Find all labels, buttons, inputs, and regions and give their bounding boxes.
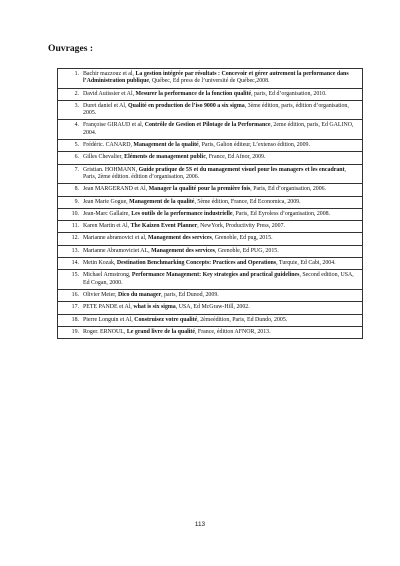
reference-author: Françoise GIRAUD et al, xyxy=(83,122,145,129)
reference-row xyxy=(58,196,363,208)
reference-title: Guide pratique de 5S et du management visuel pour les managers et les encadrant xyxy=(138,166,345,173)
reference-entry xyxy=(68,103,356,118)
reference-title: Destination Benchmarking Concepts: Practices and Operations xyxy=(116,260,277,267)
reference-details: , Paris, Galion éditeur, L’extenso édition, 2009. xyxy=(198,142,310,149)
reference-cell xyxy=(58,88,363,100)
reference-details: , 5ème édition, France, Ed Economica, 2009. xyxy=(194,198,301,205)
reference-title: La gestion intégrée par résultats : Concevoir et gérer autrement la performance dans l’Administration publique xyxy=(83,71,349,85)
reference-cell xyxy=(58,245,363,257)
reference-author: Gilles Chevalier, xyxy=(83,154,125,161)
reference-row xyxy=(58,184,363,196)
reference-text xyxy=(83,272,356,287)
reference-row xyxy=(58,270,363,290)
reference-title: Management des services xyxy=(151,247,215,254)
reference-title: Manager la qualité pour la première fois xyxy=(148,186,251,193)
reference-row xyxy=(58,140,363,152)
reference-cell xyxy=(58,233,363,245)
reference-details: , Second edition, USA, Ed Cogan, 2000. xyxy=(83,272,354,286)
reference-row xyxy=(58,152,363,164)
reference-cell xyxy=(58,270,363,290)
reference-cell xyxy=(58,314,363,326)
reference-cell xyxy=(58,140,363,152)
reference-number: 12. xyxy=(71,235,79,242)
reference-number: 6. xyxy=(74,154,79,161)
reference-number: 16. xyxy=(71,291,79,298)
reference-row xyxy=(58,233,363,245)
reference-number: 9. xyxy=(74,198,79,205)
reference-text xyxy=(83,235,356,242)
reference-author: Roger. ERNOUL, xyxy=(83,328,127,335)
reference-author: Olivier Meier, xyxy=(83,291,118,298)
references-table xyxy=(57,68,363,339)
reference-cell xyxy=(58,100,363,120)
reference-text xyxy=(83,122,356,137)
reference-title: what is six sigma xyxy=(133,304,176,311)
reference-row xyxy=(58,208,363,220)
reference-text xyxy=(83,260,356,267)
reference-number: 15. xyxy=(71,272,79,279)
reference-row xyxy=(58,326,363,338)
reference-title: Management de la qualité xyxy=(133,142,199,149)
reference-cell xyxy=(58,326,363,338)
reference-number: 5. xyxy=(74,142,79,149)
reference-row xyxy=(58,245,363,257)
reference-author: Bachir mazzouz et al, xyxy=(83,71,136,77)
reference-title: Qualité en production de l’iso 9000 a six sigma xyxy=(128,102,245,109)
reference-row xyxy=(58,221,363,233)
reference-row xyxy=(58,289,363,301)
reference-entry xyxy=(68,186,356,193)
reference-number: 1. xyxy=(74,71,79,77)
reference-author: Marianne Abramoviciet AL, xyxy=(83,247,152,254)
reference-author: Marianne abramovici et al, xyxy=(83,235,148,242)
reference-entry xyxy=(68,211,356,218)
reference-author: Duret daniel et Al, xyxy=(83,102,128,109)
reference-number: 18. xyxy=(71,316,79,323)
reference-cell xyxy=(58,184,363,196)
reference-author: Jean MARGERAND et Al, xyxy=(83,186,149,193)
reference-row xyxy=(58,258,363,270)
reference-number: 14. xyxy=(71,260,79,267)
reference-text xyxy=(83,186,356,193)
reference-entry xyxy=(68,71,356,86)
reference-details: , Paris, 2ème édition. édition d’organisation, 2006. xyxy=(83,166,347,180)
reference-text xyxy=(83,211,356,218)
reference-details: , NewYork, Productivity Press, 2007. xyxy=(197,223,285,230)
reference-author: Jean Marie Gogue, xyxy=(83,198,130,205)
reference-author: Michael Armstrong, xyxy=(83,272,132,279)
reference-details: , Québec, Ed press de l’université de Québec,2008. xyxy=(148,78,270,85)
reference-entry xyxy=(68,329,356,336)
reference-title: Les outils de la performance industrielle xyxy=(131,210,233,217)
reference-entry xyxy=(68,260,356,267)
reference-title: Management des services xyxy=(147,235,212,242)
reference-entry xyxy=(68,272,356,287)
reference-row xyxy=(58,120,363,140)
reference-cell xyxy=(58,152,363,164)
reference-row xyxy=(58,100,363,120)
reference-details: , France, édition AFNOR, 2013. xyxy=(194,328,271,335)
reference-title: Dico du manager xyxy=(117,291,162,298)
reference-entry xyxy=(68,248,356,255)
reference-title: The Kaizen Event Planner xyxy=(130,223,198,230)
reference-text xyxy=(83,103,356,118)
reference-row xyxy=(58,88,363,100)
reference-details: , Grenoble, Ed PUG, 2015. xyxy=(214,247,279,254)
reference-cell xyxy=(58,69,363,89)
reference-details: , 3ème édition, paris, édition d’organisation, 2005. xyxy=(83,102,349,117)
reference-cell xyxy=(58,120,363,140)
reference-number: 10. xyxy=(71,210,79,217)
reference-entry xyxy=(68,304,356,311)
reference-author: PETE PANDE et Al, xyxy=(83,304,134,311)
reference-entry xyxy=(68,91,356,98)
reference-cell xyxy=(58,289,363,301)
reference-entry xyxy=(68,235,356,242)
reference-cell xyxy=(58,196,363,208)
reference-text xyxy=(83,329,356,336)
page-number: 113 xyxy=(194,521,206,528)
reference-title: Contrôle de Gestion et Pilotage de la Performance xyxy=(144,122,271,129)
reference-author: Karen Martin et Al, xyxy=(83,223,131,230)
reference-title: Eléments de management public xyxy=(124,154,206,161)
reference-details: , Paris, Ed Eyroless d’organisation, 2008. xyxy=(232,210,331,217)
reference-entry xyxy=(68,122,356,137)
reference-text xyxy=(83,91,356,98)
reference-number: 3. xyxy=(74,102,79,109)
reference-title: Performance Management: Key strategies and practical guidelines xyxy=(131,272,300,279)
reference-author: Jean-Marc Gallaire, xyxy=(83,210,132,217)
reference-text xyxy=(83,199,356,206)
reference-details: , paris, Ed Dunod, 2009. xyxy=(161,291,219,298)
reference-details: , 2eme édition, paris, Ed GALINO, 2004. xyxy=(83,122,354,136)
reference-author: Frédéric. CANARD, xyxy=(83,142,134,149)
reference-author: David Autissier et Al, xyxy=(83,90,136,97)
reference-cell xyxy=(58,208,363,220)
reference-number: 19. xyxy=(71,328,79,335)
reference-text xyxy=(83,223,356,230)
reference-entry xyxy=(68,199,356,206)
reference-text xyxy=(83,142,356,149)
reference-row xyxy=(58,302,363,314)
reference-entry xyxy=(68,292,356,299)
reference-text xyxy=(83,167,356,182)
reference-author: Pierre Longuin et Al, xyxy=(83,316,135,323)
reference-title: Construisez votre qualité xyxy=(134,316,198,323)
references-body xyxy=(58,69,363,339)
reference-details: , USA, Ed McGraw-Hill, 2002. xyxy=(175,304,250,311)
reference-title: Le grand livre de la qualité xyxy=(126,328,195,335)
reference-cell xyxy=(58,302,363,314)
reference-text xyxy=(83,154,356,161)
reference-text xyxy=(83,317,356,324)
reference-entry xyxy=(68,223,356,230)
reference-cell xyxy=(58,221,363,233)
reference-details: , Paris, Ed d’organisation, 2006. xyxy=(250,186,327,193)
reference-entry xyxy=(68,142,356,149)
reference-text xyxy=(83,304,356,311)
reference-details: , France, Ed Afnor, 2009. xyxy=(205,154,266,161)
reference-number: 4. xyxy=(74,122,79,129)
reference-cell xyxy=(58,258,363,270)
reference-number: 2. xyxy=(74,90,79,97)
reference-row xyxy=(58,69,363,89)
reference-entry xyxy=(68,167,356,182)
reference-cell xyxy=(58,164,363,184)
reference-details: , Grenoble, Ed pug, 2015. xyxy=(211,235,273,242)
reference-text xyxy=(83,292,356,299)
reference-entry xyxy=(68,317,356,324)
reference-number: 8. xyxy=(74,186,79,193)
reference-number: 17. xyxy=(71,304,79,311)
reference-title: Mesurer la performance de la fonction qualité xyxy=(135,90,252,97)
reference-title: Management de la qualité xyxy=(129,198,195,205)
reference-author: Metin Kozak, xyxy=(83,260,117,267)
reference-author: Gristian. HOHMANN, xyxy=(83,166,139,173)
section-heading: Ouvrages : xyxy=(48,43,94,54)
reference-details: , 2èmeédition, Paris, Ed Dundo, 2005. xyxy=(197,316,288,323)
reference-text xyxy=(83,71,356,86)
reference-details: , paris, Ed d’organisation, 2010. xyxy=(251,90,327,97)
reference-details: , Turquie, Ed Cabi, 2004. xyxy=(276,260,336,267)
reference-entry xyxy=(68,154,356,161)
reference-number: 13. xyxy=(71,247,79,254)
reference-number: 7. xyxy=(74,166,79,173)
reference-number: 11. xyxy=(71,223,79,230)
reference-row xyxy=(58,314,363,326)
reference-text xyxy=(83,248,356,255)
reference-row xyxy=(58,164,363,184)
